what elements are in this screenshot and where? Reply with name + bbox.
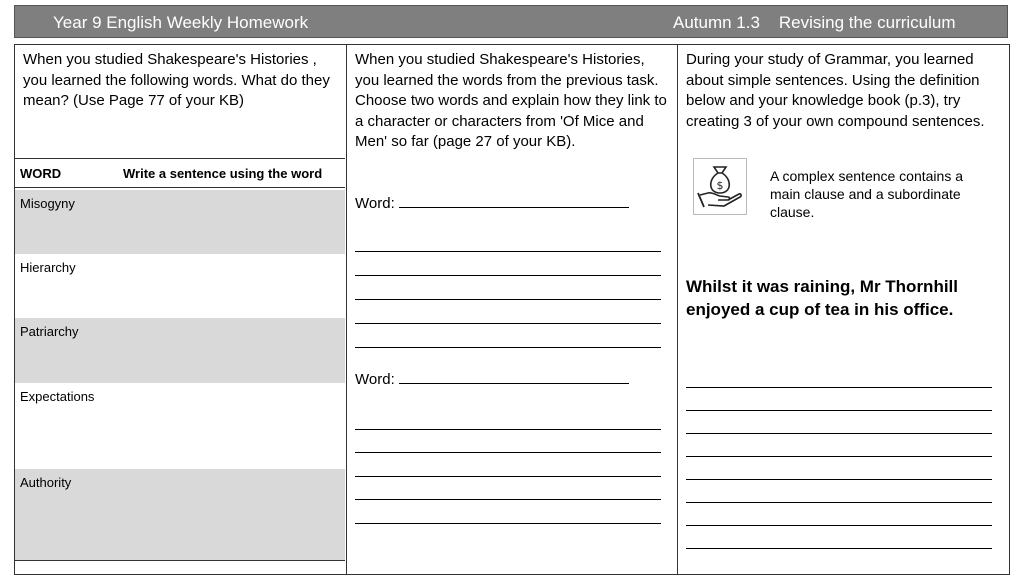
answer-line[interactable] — [355, 476, 661, 477]
grammar-instructions: During your study of Grammar, you learned about simple sentences. Using the definition below and your knowledge book (p.3), try creating 3 of your own compound sentences. — [686, 51, 985, 130]
word-blank[interactable] — [399, 371, 629, 384]
word-label: Word: — [355, 195, 395, 212]
answer-line[interactable] — [355, 347, 661, 348]
word-cell: Patriarchy — [20, 324, 79, 339]
word-field-1[interactable] — [355, 195, 629, 212]
example-sentence: Whilst it was raining, Mr Thornhill enjoyed a cup of tea in his office. — [686, 277, 958, 319]
svg-text:$: $ — [716, 179, 724, 192]
answer-line[interactable] — [686, 433, 992, 434]
grammar-column — [678, 45, 1009, 574]
term-label: Autumn 1.3 Revising the curriculum — [673, 13, 956, 32]
answer-line[interactable] — [355, 523, 661, 524]
answer-line[interactable] — [355, 499, 661, 500]
answer-line[interactable] — [686, 387, 992, 388]
vocabulary-table-header — [15, 158, 345, 188]
answer-line[interactable] — [686, 502, 992, 503]
word-blank[interactable] — [399, 195, 629, 208]
answer-line[interactable] — [686, 456, 992, 457]
answer-line[interactable] — [686, 548, 992, 549]
table-row[interactable] — [15, 190, 345, 254]
word-cell: Hierarchy — [20, 260, 76, 275]
word-cell: Misogyny — [20, 196, 75, 211]
definition-text: A complex sentence contains a main clause and a subordinate clause. — [770, 168, 964, 220]
answer-line[interactable] — [355, 251, 661, 252]
table-row[interactable] — [15, 383, 345, 469]
vocabulary-instructions: When you studied Shakespeare's Histories , you learned the following words. What do they mean? (Use Page 77 of your KB) — [23, 51, 330, 109]
sentence-header: Write a sentence using the word — [123, 166, 323, 181]
header-bar — [14, 5, 1008, 38]
word-label: Word: — [355, 371, 395, 388]
answer-line[interactable] — [355, 452, 661, 453]
answer-line[interactable] — [355, 299, 661, 300]
word-field-2[interactable] — [355, 371, 629, 388]
word-cell: Authority — [20, 475, 72, 490]
word-header: WORD — [20, 166, 62, 181]
answer-line[interactable] — [686, 479, 992, 480]
answer-line[interactable] — [355, 323, 661, 324]
linking-column — [347, 45, 678, 574]
money-bag-hand-icon — [693, 158, 747, 215]
worksheet-grid — [14, 44, 1010, 575]
answer-line[interactable] — [686, 525, 992, 526]
word-cell: Expectations — [20, 389, 95, 404]
table-row[interactable] — [15, 469, 345, 561]
linking-instructions: When you studied Shakespeare's Histories, you learned the words from the previous task. Choose two words and explain how they link to a character or characters from 'Of Mice and Men' so far (page 27 of your KB). — [355, 51, 667, 150]
page-title: Year 9 English Weekly Homework — [53, 13, 309, 32]
answer-line[interactable] — [355, 429, 661, 430]
answer-line[interactable] — [686, 410, 992, 411]
table-row[interactable] — [15, 254, 345, 318]
answer-line[interactable] — [355, 275, 661, 276]
vocabulary-column — [15, 45, 347, 574]
table-row[interactable] — [15, 318, 345, 383]
